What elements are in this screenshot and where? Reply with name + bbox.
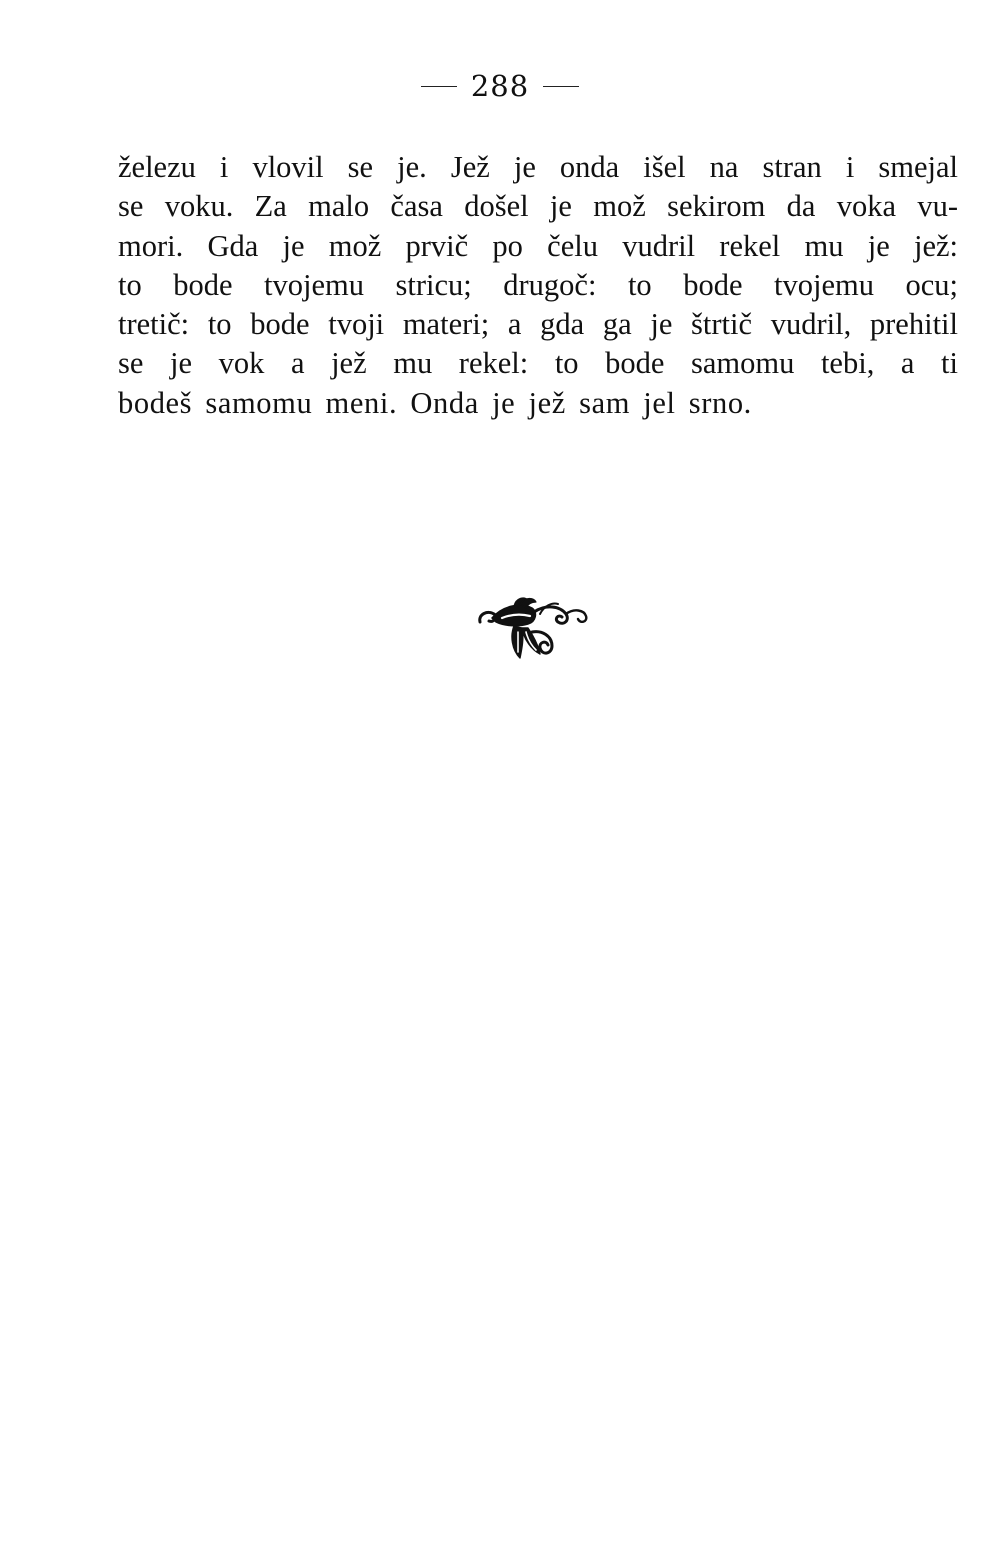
- page-number: [0, 66, 1000, 106]
- text-line-1: železu i vlovil se je. Jež je onda išel na stran i smejal: [118, 150, 958, 184]
- page-number-value: 288: [470, 69, 530, 103]
- text-line-3: mori. Gda je mož prvič po čelu vudril rekel mu je jež:: [118, 228, 958, 263]
- page-number-dash-left: [421, 86, 457, 87]
- text-line-4: to bode tvojemu stricu; drugoč: to bode tvojemu ocu;: [118, 267, 958, 302]
- text-line-7: bodeš samomu meni. Onda je jež sam jel srno.: [118, 385, 752, 420]
- fleuron-ornament-icon: [474, 592, 594, 664]
- text-line-2: se voku. Za malo časa došel je mož sekirom da voka vu-: [118, 189, 958, 224]
- page-number-dash-right: [543, 86, 579, 87]
- text-line-5: tretič: to bode tvoji materi; a gda ga je štrtič vudril, prehitil: [118, 307, 958, 342]
- text-line-6: se je vok a jež mu rekel: to bode samomu tebi, a ti: [118, 346, 958, 381]
- body-paragraph: [118, 148, 958, 423]
